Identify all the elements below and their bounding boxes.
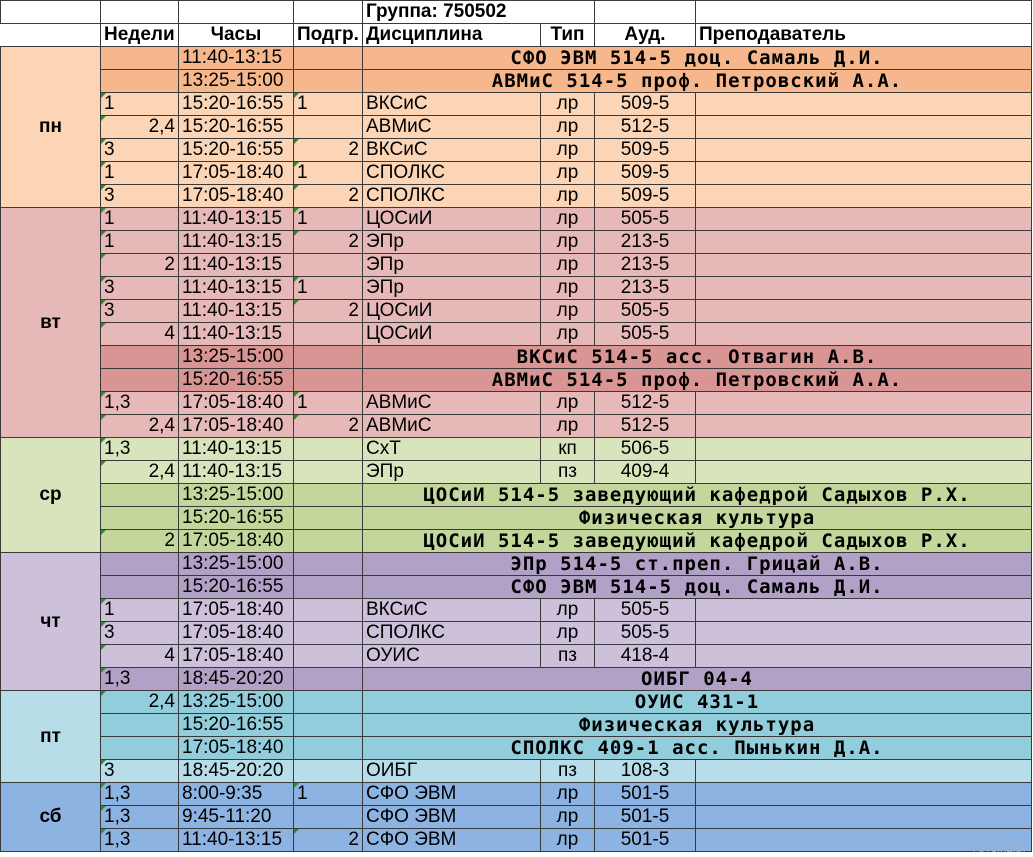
weeks-cell[interactable]: 3 [101,139,179,162]
schedule-row [1,415,1032,438]
merged-lesson-cell[interactable]: ОИБГ 04-4 [363,668,1032,691]
weeks-cell[interactable]: 2,4 [101,461,179,484]
schedule-row [1,254,1032,277]
hours-cell[interactable]: 15:20-16:55 [179,116,294,139]
hours-cell[interactable]: 18:45-20:20 [179,668,294,691]
discipline-cell[interactable]: ЦОСиИ [363,300,541,323]
discipline-cell[interactable]: АВМиС [363,116,541,139]
merged-lesson-cell[interactable]: СФО ЭВМ 514-5 доц. Самаль Д.И. [363,47,1032,70]
discipline-cell[interactable]: СФО ЭВМ [363,806,541,829]
weeks-cell[interactable] [101,346,179,369]
header-discipline[interactable]: Дисциплина [363,24,541,47]
room-cell[interactable]: 505-5 [595,208,696,231]
discipline-cell[interactable]: ЦОСиИ [363,208,541,231]
day-label[interactable]: пн [1,47,101,208]
room-cell[interactable]: 509-5 [595,93,696,116]
hours-cell[interactable]: 17:05-18:40 [179,530,294,553]
room-cell[interactable]: 213-5 [595,254,696,277]
subgroup-cell[interactable] [294,530,363,553]
teacher-cell[interactable] [696,806,1032,829]
weeks-cell[interactable] [101,507,179,530]
schedule-row [1,691,1032,714]
hours-cell[interactable]: 9:45-11:20 [179,806,294,829]
teacher-cell[interactable] [696,461,1032,484]
hours-cell[interactable]: 13:25-15:00 [179,553,294,576]
weeks-cell[interactable]: 1,3 [101,806,179,829]
type-cell[interactable]: лр [541,392,595,415]
room-cell[interactable]: 505-5 [595,622,696,645]
weeks-cell[interactable]: 3 [101,622,179,645]
schedule-row [1,461,1032,484]
weeks-cell[interactable]: 4 [101,323,179,346]
day-label[interactable]: вт [1,208,101,438]
type-cell[interactable]: лр [541,208,595,231]
header-subgroup[interactable]: Подгр. [294,24,363,47]
schedule-row [1,507,1032,530]
weeks-cell[interactable]: 1 [101,162,179,185]
hours-cell[interactable]: 11:40-13:15 [179,300,294,323]
teacher-cell[interactable] [696,93,1032,116]
type-cell[interactable]: лр [541,599,595,622]
schedule-row [1,783,1032,806]
type-cell[interactable]: лр [541,300,595,323]
header-room[interactable]: Ауд. [595,24,696,47]
room-cell[interactable]: 506-5 [595,438,696,461]
weeks-cell[interactable]: 1 [101,231,179,254]
subgroup-cell[interactable] [294,645,363,668]
hours-cell[interactable]: 11:40-13:15 [179,323,294,346]
weeks-cell[interactable] [101,737,179,760]
discipline-cell[interactable]: СПОЛКС [363,162,541,185]
weeks-cell[interactable]: 2 [101,530,179,553]
subgroup-cell[interactable] [294,346,363,369]
schedule-row [1,622,1032,645]
cell-d1[interactable] [294,1,363,24]
hours-cell[interactable]: 15:20-16:55 [179,139,294,162]
hours-cell[interactable]: 17:05-18:40 [179,392,294,415]
discipline-cell[interactable]: ЦОСиИ [363,323,541,346]
hours-cell[interactable]: 18:45-20:20 [179,760,294,783]
hours-cell[interactable]: 11:40-13:15 [179,231,294,254]
teacher-cell[interactable] [696,185,1032,208]
schedule-row [1,668,1032,691]
weeks-cell[interactable]: 1 [101,93,179,116]
teacher-cell[interactable] [696,208,1032,231]
header-hours[interactable]: Часы [179,24,294,47]
schedule-row [1,599,1032,622]
subgroup-cell[interactable]: 1 [294,392,363,415]
schedule-row [1,369,1032,392]
weeks-cell[interactable] [101,714,179,737]
schedule-row [1,392,1032,415]
schedule-row [1,553,1032,576]
schedule-row [1,93,1032,116]
header-day[interactable] [1,24,101,47]
teacher-cell[interactable] [696,231,1032,254]
hours-cell[interactable]: 17:05-18:40 [179,645,294,668]
schedule-row [1,714,1032,737]
subgroup-cell[interactable] [294,438,363,461]
room-cell[interactable]: 509-5 [595,139,696,162]
merged-lesson-cell[interactable]: ЦОСиИ 514-5 заведующий кафедрой Садыхов Р.Х. [363,530,1032,553]
header-teacher[interactable]: Преподаватель [696,24,1032,47]
weeks-cell[interactable]: 3 [101,300,179,323]
day-label[interactable]: пт [1,691,101,783]
room-cell[interactable]: 512-5 [595,116,696,139]
type-cell[interactable]: лр [541,415,595,438]
room-cell[interactable]: 512-5 [595,415,696,438]
subgroup-cell[interactable] [294,599,363,622]
subgroup-cell[interactable]: 2 [294,300,363,323]
subgroup-cell[interactable]: 2 [294,231,363,254]
teacher-cell[interactable] [696,254,1032,277]
merged-lesson-cell[interactable]: СПОЛКС 409-1 асс. Пынькин Д.А. [363,737,1032,760]
watermark: FOTO.HZ.BY [972,845,1027,855]
hours-cell[interactable]: 13:25-15:00 [179,484,294,507]
hours-cell[interactable]: 11:40-13:15 [179,829,294,852]
teacher-cell[interactable] [696,162,1032,185]
discipline-cell[interactable]: СПОЛКС [363,622,541,645]
weeks-cell[interactable]: 1 [101,599,179,622]
schedule-row [1,576,1032,599]
schedule-row [1,323,1032,346]
teacher-cell[interactable] [696,139,1032,162]
type-cell[interactable]: лр [541,116,595,139]
discipline-cell[interactable]: ЭПр [363,254,541,277]
hours-cell[interactable]: 13:25-15:00 [179,691,294,714]
cell-b1[interactable] [101,1,179,24]
teacher-cell[interactable] [696,277,1032,300]
type-cell[interactable]: лр [541,783,595,806]
subgroup-cell[interactable] [294,553,363,576]
type-cell[interactable]: пз [541,461,595,484]
weeks-cell[interactable]: 3 [101,760,179,783]
type-cell[interactable]: лр [541,139,595,162]
teacher-cell[interactable] [696,783,1032,806]
schedule-row [1,162,1032,185]
discipline-cell[interactable]: СПОЛКС [363,185,541,208]
type-cell[interactable]: пз [541,645,595,668]
hours-cell[interactable]: 15:20-16:55 [179,507,294,530]
cell-h1[interactable] [696,1,1032,24]
room-cell[interactable]: 108-3 [595,760,696,783]
weeks-cell[interactable]: 1,3 [101,783,179,806]
hours-cell[interactable]: 11:40-13:15 [179,254,294,277]
schedule-row [1,806,1032,829]
type-cell[interactable]: кп [541,438,595,461]
room-cell[interactable]: 501-5 [595,829,696,852]
type-cell[interactable]: лр [541,93,595,116]
discipline-cell[interactable]: СФО ЭВМ [363,829,541,852]
hours-cell[interactable]: 17:05-18:40 [179,622,294,645]
type-cell[interactable]: лр [541,829,595,852]
teacher-cell[interactable] [696,438,1032,461]
weeks-cell[interactable]: 3 [101,277,179,300]
teacher-cell[interactable] [696,323,1032,346]
cell-c1[interactable] [179,1,294,24]
room-cell[interactable]: 512-5 [595,392,696,415]
weeks-cell[interactable] [101,369,179,392]
cell-a1[interactable] [1,1,101,24]
schedule-row [1,300,1032,323]
hours-cell[interactable]: 17:05-18:40 [179,162,294,185]
type-cell[interactable]: лр [541,254,595,277]
room-cell[interactable]: 509-5 [595,162,696,185]
weeks-cell[interactable]: 4 [101,645,179,668]
hours-cell[interactable]: 11:40-13:15 [179,47,294,70]
subgroup-cell[interactable] [294,806,363,829]
hours-cell[interactable]: 8:00-9:35 [179,783,294,806]
discipline-cell[interactable]: СхТ [363,438,541,461]
merged-lesson-cell[interactable]: Физическая культура [363,507,1032,530]
teacher-cell[interactable] [696,599,1032,622]
subgroup-cell[interactable]: 2 [294,829,363,852]
hours-cell[interactable]: 11:40-13:15 [179,208,294,231]
type-cell[interactable]: пз [541,760,595,783]
header-weeks[interactable]: Недели [101,24,179,47]
weeks-cell[interactable] [101,484,179,507]
type-cell[interactable]: лр [541,622,595,645]
schedule-row [1,139,1032,162]
merged-lesson-cell[interactable]: Физическая культура [363,714,1032,737]
hours-cell[interactable]: 13:25-15:00 [179,70,294,93]
day-label[interactable]: чт [1,553,101,691]
weeks-cell[interactable] [101,553,179,576]
subgroup-cell[interactable]: 2 [294,139,363,162]
weeks-cell[interactable] [101,70,179,93]
weeks-cell[interactable]: 2,4 [101,691,179,714]
discipline-cell[interactable]: ЭПр [363,461,541,484]
merged-lesson-cell[interactable]: ЭПр 514-5 ст.преп. Грицай А.В. [363,553,1032,576]
title-row [1,1,1032,24]
subgroup-cell[interactable] [294,461,363,484]
group-title[interactable]: Группа: 750502 [363,1,595,24]
subgroup-cell[interactable] [294,70,363,93]
schedule-row [1,208,1032,231]
teacher-cell[interactable] [696,415,1032,438]
subgroup-cell[interactable]: 1 [294,162,363,185]
type-cell[interactable]: лр [541,806,595,829]
hours-cell[interactable]: 15:20-16:55 [179,714,294,737]
room-cell[interactable]: 505-5 [595,599,696,622]
merged-lesson-cell[interactable]: АВМиС 514-5 проф. Петровский А.А. [363,70,1032,93]
type-cell[interactable]: лр [541,323,595,346]
subgroup-cell[interactable] [294,484,363,507]
hours-cell[interactable]: 11:40-13:15 [179,438,294,461]
merged-lesson-cell[interactable]: ЦОСиИ 514-5 заведующий кафедрой Садыхов Р.Х. [363,484,1032,507]
merged-lesson-cell[interactable]: СФО ЭВМ 514-5 доц. Самаль Д.И. [363,576,1032,599]
teacher-cell[interactable] [696,116,1032,139]
merged-lesson-cell[interactable]: ОУИС 431-1 [363,691,1032,714]
schedule-row [1,116,1032,139]
weeks-cell[interactable]: 1 [101,208,179,231]
schedule-row [1,231,1032,254]
hours-cell[interactable]: 15:20-16:55 [179,369,294,392]
day-label[interactable]: ср [1,438,101,553]
cell-g1[interactable] [595,1,696,24]
room-cell[interactable]: 213-5 [595,277,696,300]
subgroup-cell[interactable] [294,622,363,645]
subgroup-cell[interactable]: 1 [294,277,363,300]
weeks-cell[interactable]: 2,4 [101,116,179,139]
schedule-row [1,737,1032,760]
weeks-cell[interactable]: 1,3 [101,392,179,415]
hours-cell[interactable]: 13:25-15:00 [179,346,294,369]
room-cell[interactable]: 418-4 [595,645,696,668]
day-label[interactable]: сб [1,783,101,852]
room-cell[interactable]: 509-5 [595,185,696,208]
subgroup-cell[interactable] [294,737,363,760]
subgroup-cell[interactable]: 1 [294,783,363,806]
weeks-cell[interactable]: 1,3 [101,829,179,852]
discipline-cell[interactable]: ОИБГ [363,760,541,783]
weeks-cell[interactable] [101,576,179,599]
header-row [1,24,1032,47]
type-cell[interactable]: лр [541,162,595,185]
subgroup-cell[interactable] [294,760,363,783]
room-cell[interactable]: 505-5 [595,323,696,346]
discipline-cell[interactable]: АВМиС [363,415,541,438]
subgroup-cell[interactable] [294,254,363,277]
type-cell[interactable]: лр [541,185,595,208]
discipline-cell[interactable]: ВКСиС [363,139,541,162]
teacher-cell[interactable] [696,622,1032,645]
schedule-row [1,346,1032,369]
discipline-cell[interactable]: ВКСиС [363,599,541,622]
subgroup-cell[interactable] [294,714,363,737]
subgroup-cell[interactable] [294,576,363,599]
subgroup-cell[interactable] [294,369,363,392]
subgroup-cell[interactable]: 2 [294,415,363,438]
schedule-row [1,438,1032,461]
hours-cell[interactable]: 17:05-18:40 [179,415,294,438]
hours-cell[interactable]: 15:20-16:55 [179,93,294,116]
schedule-row [1,70,1032,93]
type-cell[interactable]: лр [541,231,595,254]
room-cell[interactable]: 501-5 [595,783,696,806]
schedule-row [1,530,1032,553]
subgroup-cell[interactable] [294,47,363,70]
schedule-row [1,277,1032,300]
merged-lesson-cell[interactable]: ВКСиС 514-5 асс. Отвагин А.В. [363,346,1032,369]
hours-cell[interactable]: 17:05-18:40 [179,599,294,622]
schedule-row [1,829,1032,852]
subgroup-cell[interactable] [294,668,363,691]
weeks-cell[interactable]: 2,4 [101,415,179,438]
discipline-cell[interactable]: ЭПр [363,277,541,300]
room-cell[interactable]: 409-4 [595,461,696,484]
discipline-cell[interactable]: СФО ЭВМ [363,783,541,806]
hours-cell[interactable]: 17:05-18:40 [179,185,294,208]
teacher-cell[interactable] [696,645,1032,668]
schedule-row [1,484,1032,507]
merged-lesson-cell[interactable]: АВМиС 514-5 проф. Петровский А.А. [363,369,1032,392]
type-cell[interactable]: лр [541,277,595,300]
subgroup-cell[interactable] [294,323,363,346]
weeks-cell[interactable]: 2 [101,254,179,277]
teacher-cell[interactable] [696,300,1032,323]
weeks-cell[interactable] [101,47,179,70]
room-cell[interactable]: 501-5 [595,806,696,829]
hours-cell[interactable]: 11:40-13:15 [179,277,294,300]
discipline-cell[interactable]: ОУИС [363,645,541,668]
header-type[interactable]: Тип [541,24,595,47]
weeks-cell[interactable]: 1,3 [101,438,179,461]
discipline-cell[interactable]: ВКСиС [363,93,541,116]
subgroup-cell[interactable] [294,691,363,714]
schedule-row [1,185,1032,208]
hours-cell[interactable]: 11:40-13:15 [179,461,294,484]
schedule-row [1,760,1032,783]
subgroup-cell[interactable]: 1 [294,93,363,116]
subgroup-cell[interactable]: 2 [294,185,363,208]
subgroup-cell[interactable] [294,116,363,139]
subgroup-cell[interactable] [294,507,363,530]
weeks-cell[interactable]: 3 [101,185,179,208]
hours-cell[interactable]: 15:20-16:55 [179,576,294,599]
schedule-row [1,645,1032,668]
room-cell[interactable]: 505-5 [595,300,696,323]
teacher-cell[interactable] [696,760,1032,783]
teacher-cell[interactable] [696,392,1032,415]
subgroup-cell[interactable]: 1 [294,208,363,231]
weeks-cell[interactable]: 1,3 [101,668,179,691]
schedule-row [1,47,1032,70]
room-cell[interactable]: 213-5 [595,231,696,254]
hours-cell[interactable]: 17:05-18:40 [179,737,294,760]
discipline-cell[interactable]: ЭПр [363,231,541,254]
discipline-cell[interactable]: АВМиС [363,392,541,415]
